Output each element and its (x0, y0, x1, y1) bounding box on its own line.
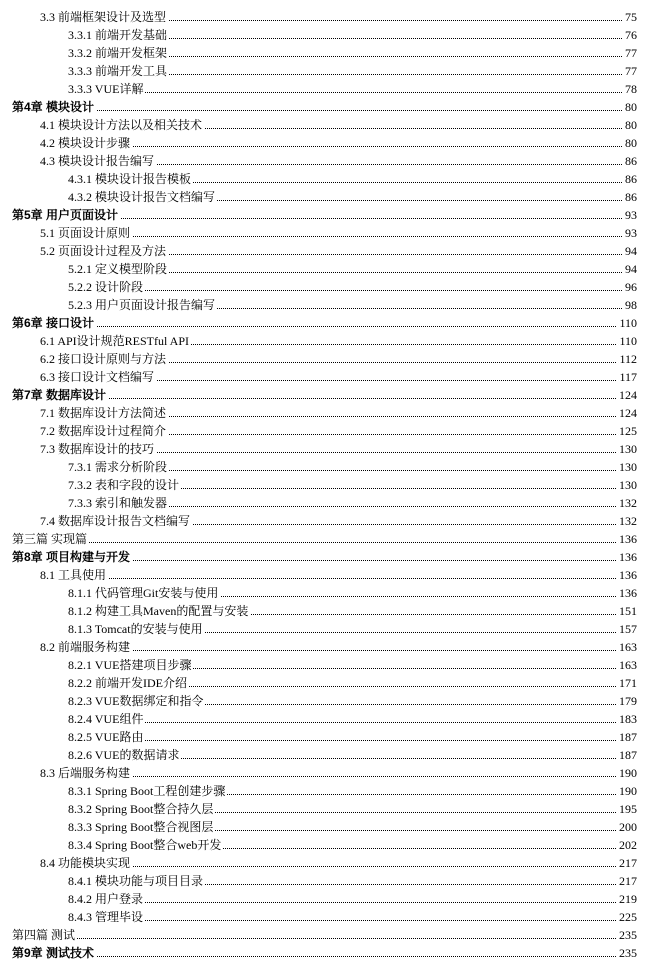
toc-entry-title: 8.3.4 Spring Boot整合web开发 (68, 838, 222, 852)
toc-entry-page: 217 (616, 854, 637, 872)
toc-entry-title: 8.1.2 构建工具Maven的配置与安装 (68, 604, 249, 618)
toc-entry[interactable] (0, 908, 650, 926)
toc-entry-page: 202 (616, 836, 637, 854)
toc-entry-title: 8.3.1 Spring Boot工程创建步骤 (68, 784, 226, 798)
toc-entry[interactable] (0, 692, 650, 710)
toc-entry-title: 第9章 测试技术 (12, 946, 95, 960)
toc-entry[interactable] (0, 314, 650, 332)
toc-entry[interactable] (0, 494, 650, 512)
toc-entry-page: 179 (616, 692, 637, 710)
toc-entry-title: 8.2 前端服务构建 (40, 640, 131, 654)
toc-entry[interactable] (0, 710, 650, 728)
toc-entry-page: 94 (622, 242, 637, 260)
toc-entry-page: 130 (616, 440, 637, 458)
toc-entry[interactable] (0, 458, 650, 476)
toc-entry[interactable] (0, 800, 650, 818)
toc-entry-page: 80 (622, 134, 637, 152)
toc-entry-page: 130 (616, 476, 637, 494)
toc-entry-page: 80 (622, 98, 637, 116)
toc-entry-page: 96 (622, 278, 637, 296)
toc-entry-page: 163 (616, 638, 637, 656)
toc-entry-page: 187 (616, 728, 637, 746)
toc-entry[interactable] (0, 836, 650, 854)
toc-entry-page: 200 (616, 818, 637, 836)
toc-entry-page: 78 (622, 80, 637, 98)
toc-entry-page: 76 (622, 26, 637, 44)
toc-entry[interactable] (0, 638, 650, 656)
toc-entry[interactable] (0, 332, 650, 350)
toc-entry-page: 225 (616, 908, 637, 926)
toc-entry-page: 93 (622, 224, 637, 242)
toc-entry-title: 8.1 工具使用 (40, 568, 107, 582)
toc-entry[interactable] (0, 404, 650, 422)
toc-entry-title: 8.1.3 Tomcat的安装与使用 (68, 622, 203, 636)
toc-entry-page: 80 (622, 116, 637, 134)
toc-entry[interactable] (0, 602, 650, 620)
toc-entry-page: 130 (616, 458, 637, 476)
toc-entry[interactable] (0, 152, 650, 170)
toc-entry-page: 163 (616, 656, 637, 674)
toc-entry-page: 132 (616, 512, 637, 530)
toc-entry[interactable] (0, 674, 650, 692)
toc-entry[interactable] (0, 206, 650, 224)
toc-entry[interactable] (0, 818, 650, 836)
toc-entry[interactable] (0, 224, 650, 242)
toc-entry-page: 190 (616, 782, 637, 800)
dot-leader (12, 938, 636, 939)
toc-entry-page: 93 (622, 206, 637, 224)
toc-entry[interactable] (0, 242, 650, 260)
dot-leader (12, 110, 636, 111)
toc-entry[interactable] (0, 476, 650, 494)
dot-leader (40, 578, 636, 579)
toc-entry-page: 217 (616, 872, 637, 890)
dot-leader (68, 92, 636, 93)
toc-entry-title: 6.3 接口设计文档编写 (40, 370, 155, 384)
toc-entry-page: 112 (616, 350, 637, 368)
toc-entry-title: 8.4.3 管理毕设 (68, 910, 144, 924)
toc-entry-page: 94 (622, 260, 637, 278)
toc-entry[interactable] (0, 728, 650, 746)
toc-entry-page: 235 (616, 944, 637, 962)
toc-entry-page: 157 (616, 620, 637, 638)
toc-entry-page: 195 (616, 800, 637, 818)
toc-entry-title: 第8章 项目构建与开发 (12, 550, 131, 564)
toc-entry-title: 3.3.3 前端开发工具 (68, 64, 168, 78)
toc-entry-title: 7.4 数据库设计报告文档编写 (40, 514, 191, 528)
toc-entry-page: 136 (616, 530, 637, 548)
toc-entry[interactable] (0, 278, 650, 296)
toc-entry-title: 4.3 模块设计报告编写 (40, 154, 155, 168)
toc-entry-title: 7.3.3 索引和触发器 (68, 496, 168, 510)
toc-entry-title: 5.1 页面设计原则 (40, 226, 131, 240)
toc-entry[interactable] (0, 422, 650, 440)
toc-entry-page: 190 (616, 764, 637, 782)
toc-entry-page: 110 (616, 332, 637, 350)
toc-entry-title: 第5章 用户页面设计 (12, 208, 119, 222)
dot-leader (68, 920, 636, 921)
toc-entry-page: 235 (616, 926, 637, 944)
toc-entry-page: 219 (616, 890, 637, 908)
toc-entry-title: 5.2.1 定义模型阶段 (68, 262, 168, 276)
toc-entry-page: 86 (622, 188, 637, 206)
toc-entry-title: 第四篇 测试 (12, 928, 76, 942)
toc-entry[interactable] (0, 566, 650, 584)
toc-entry-page: 86 (622, 170, 637, 188)
toc-entry-title: 8.2.4 VUE组件 (68, 712, 144, 726)
toc-entry[interactable] (0, 620, 650, 638)
toc-entry-title: 8.1.1 代码管理Git安装与使用 (68, 586, 219, 600)
dot-leader (68, 902, 636, 903)
toc-entry[interactable] (0, 116, 650, 134)
toc-entry-title: 8.4 功能模块实现 (40, 856, 131, 870)
toc-entry-title: 7.1 数据库设计方法简述 (40, 406, 167, 420)
toc-entry-page: 124 (616, 404, 637, 422)
toc-entry-page: 151 (616, 602, 637, 620)
toc-entry-title: 4.2 模块设计步骤 (40, 136, 131, 150)
toc-entry[interactable] (0, 8, 650, 26)
toc-entry-title: 6.2 接口设计原则与方法 (40, 352, 167, 366)
toc-entry-page: 136 (616, 584, 637, 602)
toc-entry-title: 6.1 API设计规范RESTful API (40, 334, 190, 348)
dot-leader (12, 326, 636, 327)
toc-entry[interactable] (0, 62, 650, 80)
toc-entry-title: 7.3.1 需求分析阶段 (68, 460, 168, 474)
toc-entry[interactable] (0, 134, 650, 152)
toc-entry[interactable] (0, 584, 650, 602)
toc-entry-page: 125 (616, 422, 637, 440)
toc-entry-title: 8.2.2 前端开发IDE介绍 (68, 676, 187, 690)
toc-entry-title: 7.3.2 表和字段的设计 (68, 478, 180, 492)
toc-entry[interactable] (0, 440, 650, 458)
dot-leader (68, 290, 636, 291)
toc-entry-title: 5.2.2 设计阶段 (68, 280, 144, 294)
toc-entry-title: 8.2.6 VUE的数据请求 (68, 748, 180, 762)
toc-entry-title: 3.3.1 前端开发基础 (68, 28, 168, 42)
toc-entry[interactable] (0, 98, 650, 116)
toc-entry[interactable] (0, 170, 650, 188)
toc-entry[interactable] (0, 188, 650, 206)
toc-entry-page: 183 (616, 710, 637, 728)
toc-entry-page: 77 (622, 62, 637, 80)
toc-entry-title: 第7章 数据库设计 (12, 388, 107, 402)
toc-entry[interactable] (0, 944, 650, 962)
toc-entry[interactable] (0, 890, 650, 908)
dot-leader (68, 722, 636, 723)
toc-entry[interactable] (0, 386, 650, 404)
dot-leader (68, 740, 636, 741)
toc-entry-page: 136 (616, 548, 637, 566)
toc-entry-title: 7.2 数据库设计过程简介 (40, 424, 167, 438)
toc-entry[interactable] (0, 530, 650, 548)
toc-entry[interactable] (0, 44, 650, 62)
toc-entry-title: 第4章 模块设计 (12, 100, 95, 114)
toc-entry-title: 5.2.3 用户页面设计报告编写 (68, 298, 216, 312)
toc-entry-title: 4.3.1 模块设计报告模板 (68, 172, 192, 186)
toc-entry-page: 86 (622, 152, 637, 170)
toc-entry[interactable] (0, 764, 650, 782)
toc-entry[interactable] (0, 80, 650, 98)
toc-entry-page: 187 (616, 746, 637, 764)
toc-entry[interactable] (0, 872, 650, 890)
toc-entry-title: 5.2 页面设计过程及方法 (40, 244, 167, 258)
toc-entry-page: 75 (622, 8, 637, 26)
toc-entry[interactable] (0, 656, 650, 674)
toc-entry[interactable] (0, 512, 650, 530)
toc-entry[interactable] (0, 260, 650, 278)
dot-leader (12, 542, 636, 543)
toc-entry-title: 8.2.5 VUE路由 (68, 730, 144, 744)
toc-entry-title: 8.2.1 VUE搭建项目步骤 (68, 658, 192, 672)
toc-entry[interactable] (0, 296, 650, 314)
toc-entry-title: 7.3 数据库设计的技巧 (40, 442, 155, 456)
toc-entry-page: 110 (616, 314, 637, 332)
toc-entry-title: 3.3 前端框架设计及选型 (40, 10, 167, 24)
toc-entry-title: 4.1 模块设计方法以及相关技术 (40, 118, 203, 132)
toc-entry-title: 8.4.1 模块功能与项目目录 (68, 874, 204, 888)
toc-entry-title: 8.3 后端服务构建 (40, 766, 131, 780)
toc-entry-title: 第6章 接口设计 (12, 316, 95, 330)
toc-entry-page: 132 (616, 494, 637, 512)
toc-entry-title: 3.3.3 VUE详解 (68, 82, 144, 96)
table-of-contents (0, 8, 650, 962)
toc-entry[interactable] (0, 548, 650, 566)
toc-entry-page: 171 (616, 674, 637, 692)
toc-entry-page: 117 (616, 368, 637, 386)
toc-entry-title: 8.3.3 Spring Boot整合视图层 (68, 820, 214, 834)
toc-entry-page: 136 (616, 566, 637, 584)
toc-entry-page: 77 (622, 44, 637, 62)
toc-entry-page: 98 (622, 296, 637, 314)
toc-entry[interactable] (0, 854, 650, 872)
toc-entry[interactable] (0, 368, 650, 386)
toc-entry-title: 3.3.2 前端开发框架 (68, 46, 168, 60)
toc-entry-title: 第三篇 实现篇 (12, 532, 88, 546)
toc-entry-title: 8.3.2 Spring Boot整合持久层 (68, 802, 214, 816)
toc-entry[interactable] (0, 350, 650, 368)
toc-entry-title: 8.2.3 VUE数据绑定和指令 (68, 694, 204, 708)
toc-entry[interactable] (0, 26, 650, 44)
toc-entry-page: 124 (616, 386, 637, 404)
toc-entry[interactable] (0, 746, 650, 764)
toc-entry-title: 8.4.2 用户登录 (68, 892, 144, 906)
toc-entry[interactable] (0, 782, 650, 800)
toc-entry-title: 4.3.2 模块设计报告文档编写 (68, 190, 216, 204)
toc-entry[interactable] (0, 926, 650, 944)
dot-leader (12, 956, 636, 957)
